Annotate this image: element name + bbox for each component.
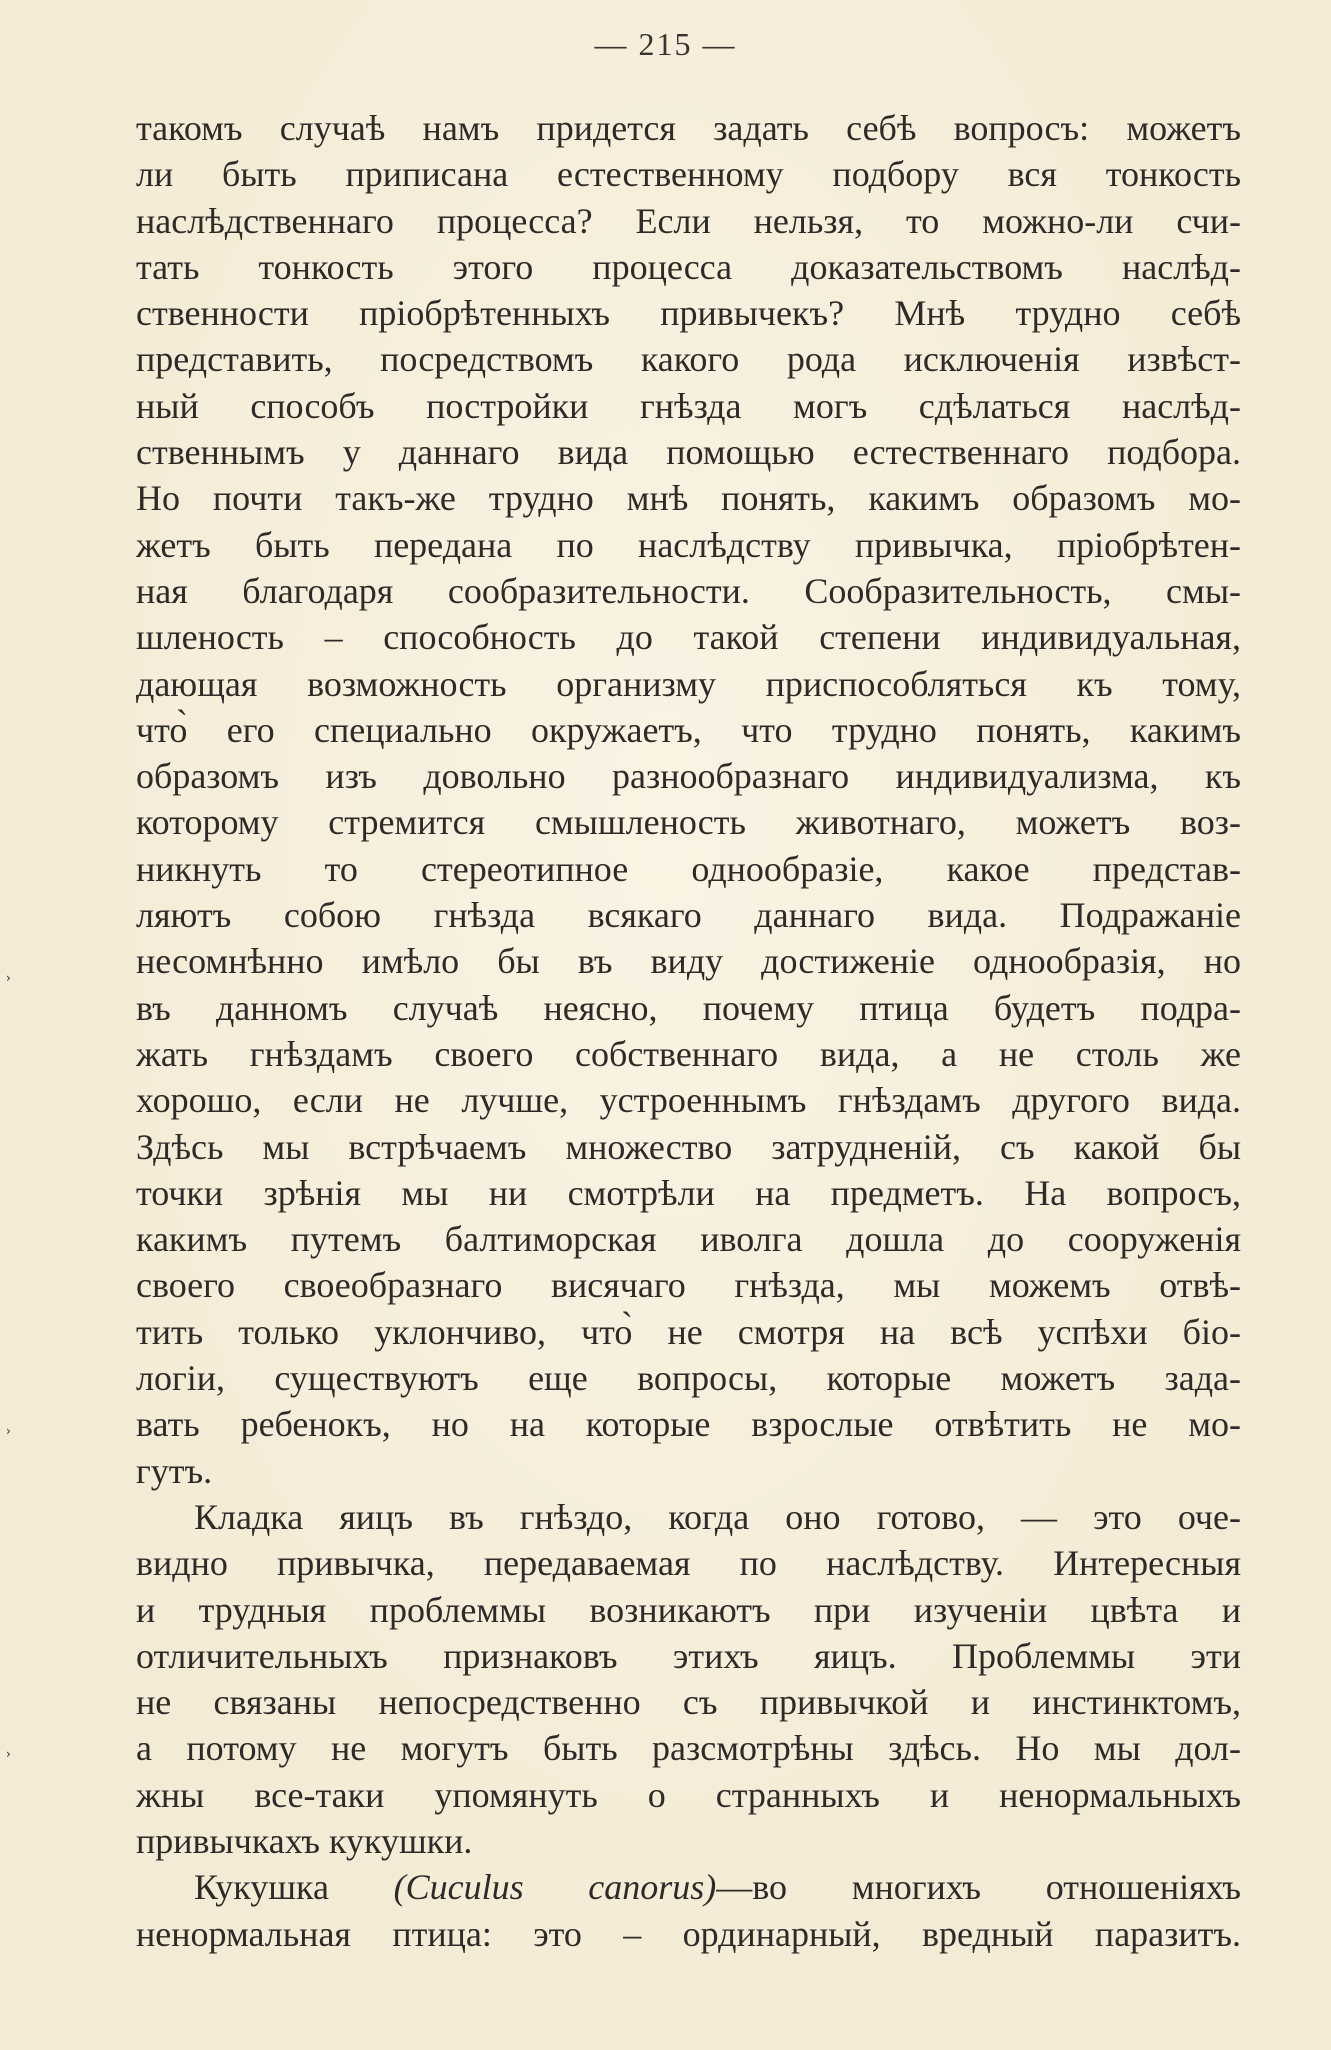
text-run: Кукушка [194,1867,394,1908]
margin-mark: › [6,1424,11,1438]
text-line: а потому не могутъ быть разсмотрѣны здѣсь. Но мы дол- [136,1728,1241,1769]
text-line: что̀ его специально окружаетъ, что трудно понять, какимъ [136,709,1241,750]
text-line: не связаны непосредственно съ привычкой и инстинктомъ, [136,1682,1241,1723]
text-line: въ данномъ случаѣ неясно, почему птица будетъ подра- [136,987,1241,1028]
text-line: какимъ путемъ балтиморская иволга дошла до сооруженія [136,1219,1241,1260]
text-line: Но почти такъ-же трудно мнѣ понять, какимъ образомъ мо- [136,478,1241,519]
text-line: представить, посредствомъ какого рода исключенія извѣст- [136,339,1241,380]
text-line: ственности пріобрѣтенныхъ привычекъ? Мнѣ трудно себѣ [136,293,1241,334]
text-line: Здѣсь мы встрѣчаемъ множество затрудненій, съ какой бы [136,1126,1241,1167]
text-run: —во многихъ отношеніяхъ [716,1867,1241,1908]
text-line: жетъ быть передана по наслѣдству привычка, пріобрѣтен- [136,524,1241,565]
text-line: видно привычка, передаваемая по наслѣдству. Интересныя [136,1543,1241,1584]
text-line: своего своеобразнаго висячаго гнѣзда, мы можемъ отвѣ- [136,1265,1241,1306]
text-line-paragraph-start [136,1864,1241,1910]
page-number: — 215 — [594,26,737,62]
text-line: логіи, существуютъ еще вопросы, которые можетъ зада- [136,1358,1241,1399]
text-line: дающая возможность организму приспособляться къ тому, [136,663,1241,704]
margin-mark: › [6,1747,11,1761]
text-line: ляютъ собою гнѣзда всякаго даннаго вида. Подражаніе [136,895,1241,936]
text-line-paragraph-start: Кладка яицъ въ гнѣздо, когда оно готово, — это оче- [194,1496,1241,1537]
text-line: хорошо, если не лучше, устроеннымъ гнѣздамъ другого вида. [136,1080,1241,1121]
text-line: ненормальная птица: это – ординарный, вредный паразитъ. [136,1913,1241,1954]
text-line: жны все-таки упомянуть о странныхъ и ненормальныхъ [136,1774,1241,1815]
text-line: ная благодаря сообразительности. Сообразительность, смы- [136,570,1241,611]
text-line: никнуть то стереотипное однообразіе, какое представ- [136,848,1241,889]
text-line: отличительныхъ признаковъ этихъ яицъ. Проблеммы эти [136,1635,1241,1676]
text-line: и трудныя проблеммы возникаютъ при изученіи цвѣта и [136,1589,1241,1630]
text-line: ный способъ постройки гнѣзда могъ сдѣлаться наслѣд- [136,385,1241,426]
text-line: образомъ изъ довольно разнообразнаго индивидуализма, къ [136,756,1241,797]
text-line: ли быть приписана естественному подбору вся тонкость [136,154,1241,195]
latin-species-name: (Cuculus canorus) [393,1867,717,1908]
margin-mark: › [6,971,11,985]
text-line: такомъ случаѣ намъ придется задать себѣ вопросъ: можетъ [136,108,1241,148]
text-line: точки зрѣнія мы ни смотрѣли на предметъ. На вопросъ, [136,1172,1241,1213]
text-line: ственнымъ у даннаго вида помощью естественнаго подбора. [136,432,1241,473]
text-line: вать ребенокъ, но на которые взрослые отвѣтить не мо- [136,1404,1241,1445]
text-line: тить только уклончиво, что̀ не смотря на всѣ успѣхи біо- [136,1311,1241,1352]
text-line: привычкахъ кукушки. [136,1820,473,1861]
text-line: жать гнѣздамъ своего собственнаго вида, а не столь же [136,1033,1241,1074]
text-line: несомнѣнно имѣло бы въ виду достиженіе однообразія, но [136,941,1241,982]
body-text [136,105,1241,1957]
text-line: наслѣдственнаго процесса? Если нельзя, то можно-ли счи- [136,200,1241,241]
text-line: шленость – способность до такой степени индивидуальная, [136,617,1241,658]
text-line: тать тонкость этого процесса доказательствомъ наслѣд- [136,246,1241,287]
text-line: которому стремится смышленость животнаго, можетъ воз- [136,802,1241,843]
text-line: гутъ. [136,1450,213,1491]
